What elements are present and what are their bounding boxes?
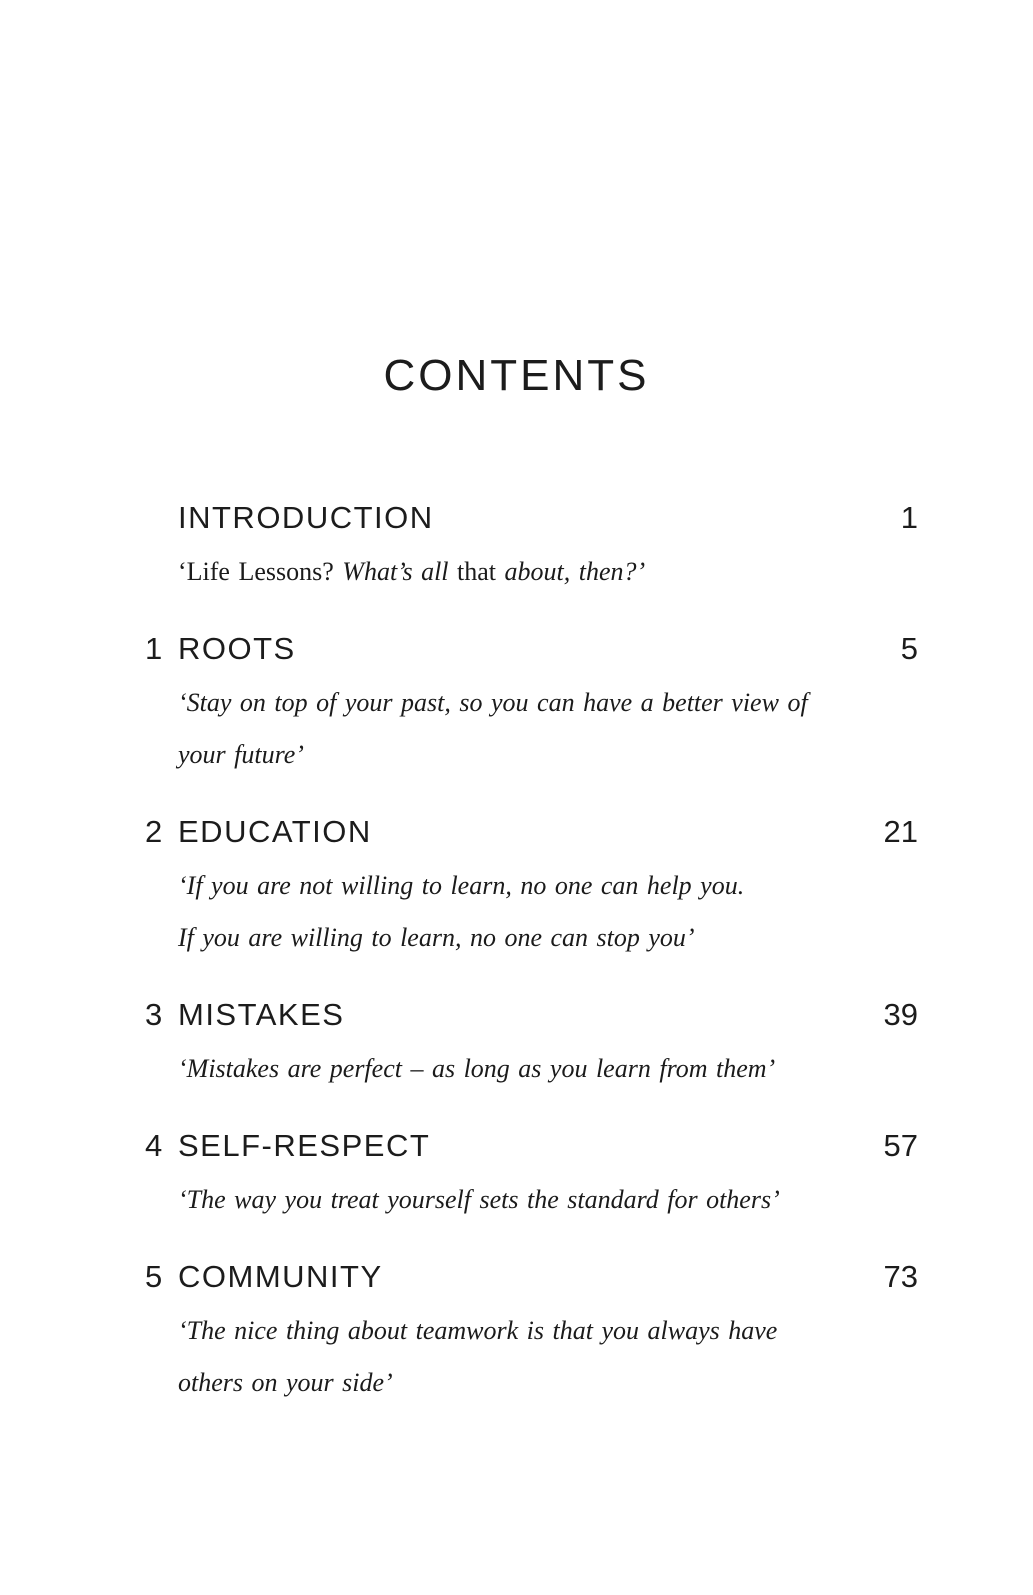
quote-text-italic: ‘If you are not willing to learn, no one can help you.	[178, 871, 745, 900]
toc-entry	[145, 629, 918, 781]
quote-line	[178, 1357, 918, 1409]
quote-line	[178, 729, 918, 781]
quote-text-italic: What’s all	[342, 557, 458, 586]
chapter-title: ROOTS	[178, 631, 296, 666]
toc-entry-head	[145, 995, 918, 1035]
chapter-quote	[178, 677, 918, 781]
quote-line	[178, 546, 918, 598]
quote-text-italic: ‘The way you treat yourself sets the standard for others’	[178, 1185, 780, 1214]
chapter-number: 1	[145, 631, 163, 666]
quote-line	[178, 1043, 918, 1095]
quote-line	[178, 860, 918, 912]
quote-line	[178, 912, 918, 964]
quote-text-roman: ‘Life Lessons?	[178, 557, 343, 586]
chapter-quote	[178, 860, 918, 964]
toc-entry-head	[145, 498, 918, 538]
page-number: 5	[900, 631, 918, 666]
chapter-quote	[178, 1305, 918, 1409]
toc-entry	[145, 498, 918, 598]
page-title: CONTENTS	[383, 351, 650, 400]
table-of-contents	[145, 498, 918, 1440]
toc-entry-head	[145, 1126, 918, 1166]
chapter-title: COMMUNITY	[178, 1259, 383, 1294]
quote-line	[178, 1174, 918, 1226]
page-number: 39	[883, 997, 918, 1032]
toc-entry-head	[145, 1257, 918, 1297]
quote-text-italic: your future’	[178, 740, 304, 769]
chapter-title: INTRODUCTION	[178, 500, 434, 535]
chapter-title: SELF-RESPECT	[178, 1128, 431, 1163]
chapter-number: 5	[145, 1259, 163, 1294]
quote-text-italic: ‘The nice thing about teamwork is that you always have	[178, 1316, 778, 1345]
toc-entry	[145, 812, 918, 964]
quote-text-italic: others on your side’	[178, 1368, 393, 1397]
quote-line	[178, 1305, 918, 1357]
quote-text-italic: about, then?’	[504, 557, 646, 586]
toc-entry-head	[145, 812, 918, 852]
page-number: 57	[883, 1128, 918, 1163]
toc-entry	[145, 1257, 918, 1409]
quote-text-italic: ‘Mistakes are perfect – as long as you learn from them’	[178, 1054, 776, 1083]
quote-line	[178, 677, 918, 729]
quote-text-italic: If you are willing to learn, no one can stop you’	[178, 923, 695, 952]
quote-text-roman: that	[457, 557, 505, 586]
page-number: 1	[900, 500, 918, 535]
page-number: 21	[883, 814, 918, 849]
chapter-quote	[178, 546, 918, 598]
chapter-title: EDUCATION	[178, 814, 372, 849]
chapter-number: 3	[145, 997, 163, 1032]
chapter-number: 2	[145, 814, 163, 849]
page-number: 73	[883, 1259, 918, 1294]
chapter-quote	[178, 1043, 918, 1095]
toc-entry	[145, 995, 918, 1095]
chapter-title: MISTAKES	[178, 997, 345, 1032]
quote-text-italic: ‘Stay on top of your past, so you can have a better view of	[178, 688, 808, 717]
toc-entry-head	[145, 629, 918, 669]
toc-entry	[145, 1126, 918, 1226]
chapter-number: 4	[145, 1128, 163, 1163]
chapter-quote	[178, 1174, 918, 1226]
